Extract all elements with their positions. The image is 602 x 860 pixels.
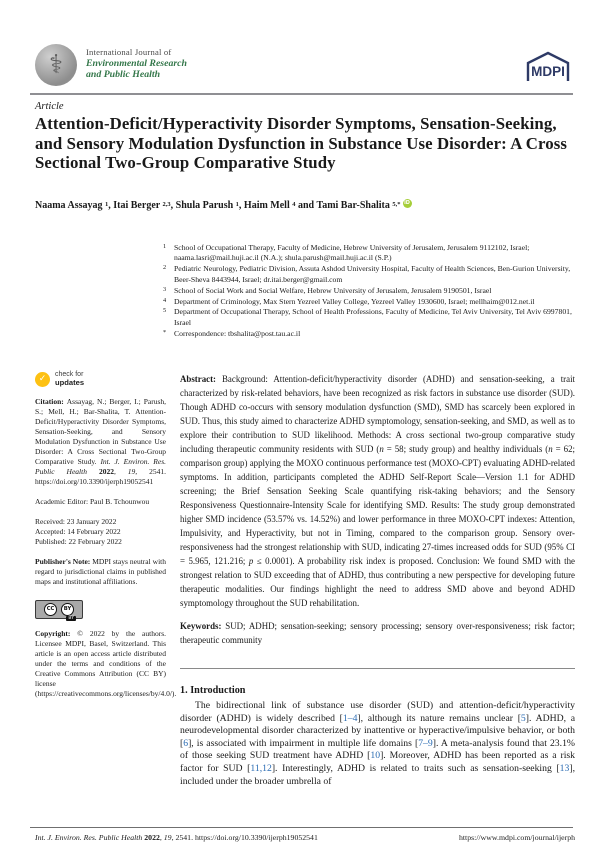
affiliation-row [163,264,577,285]
affiliation-row [163,307,577,328]
section-divider [180,668,575,669]
article-type-label: Article [35,101,64,112]
copyright-notice: Copyright: © 2022 by the authors. Licensee MDPI, Basel, Switzerland. This article is an open access article distributed under the terms and conditions of the Creative Commons Attribution (CC BY) license (https://creativecommons.org/licenses/by/4.0/). [35,629,177,698]
citation-ref-link[interactable]: 6 [183,737,189,749]
check-updates-line2: updates [55,378,85,387]
correspondence-marker: * [163,328,167,336]
authors-names: Naama Assayag $^1$, Itai Berger $^{2,3}$, Shula Parush $^1$, Haim Mell $^4$ and Tami Bar-Shalita $^{5,*}$ [35,200,401,212]
abstract: Abstract: Background: Attention-deficit/hyperactivity disorder (ADHD) and sensation-seeking, a trait characterized by risk-related behaviors, have been recognized as risk factors in substance use disorder (SUD). Though ADHD co-occurs with sensory modulation dysfunction (SMD), SMD has scarcely been explored in SUD. Thus, this study aimed to characterize ADHD symptomology, sensation-seeking, and SMD, as well as to explore their contribution to SUD likelihood. Methods: A cross sectional two-group comparative study including therapeutic community residents with SUD (n = 58; study group) and healthy individuals (n = 62; comparison group) applying the MOXO continuous performance test (MOXO-CPT) evaluating ADHD-related symptoms. In addition, participants completed the ADHD Self-Report Scale—Version 1.1 for ADHD screening; the Brief Sensation Seeking Scale quantifying risk-taking behaviors; and the Sensory Responsiveness Questionnaire-Intensity Scale for identifying SMD. Results: The study group demonstrated higher SMD incidence (53.57% vs. 14.52%) and lower performance in three MOXO-CPT indexes: Attention, Impulsivity, and Hyperactivity, but not in Timing, compared to the comparison group. Sensory over-responsiveness had the strongest relationship with SUD, indicating 27-times increased odds for SUD (95% CI = 5.965, 121.216; p ≤ 0.0001). A probability risk index is proposed. Conclusion: We found SMD with the strongest relation to SUD exceeding that of ADHD, thus contributing a new perspective for developing future therapeutic modalities. Our findings highlight the need to address SMD above and beyond ADHD symptomology throughout the SUD rehabilitation. [180,374,576,608]
citation-ref-link[interactable]: 7–9 [418,737,433,749]
page-footer [35,833,575,842]
footer-citation[interactable]: Int. J. Environ. Res. Public Health 2022, 19, 2541. https://doi.org/10.3390/ijerph19052541 [35,833,318,842]
academic-editor: Academic Editor: Paul B. Tchounwou [35,497,150,506]
published-date: Published: 22 February 2022 [35,537,122,546]
journal-logo-icon [35,44,77,86]
cc-by-license-badge[interactable] [35,600,83,619]
journal-title-line1: Environmental Research [86,58,187,69]
correspondence-row [163,329,577,339]
introduction-paragraph: The bidirectional link of substance use disorder (SUD) and attention-deficit/hyperactivity disorder (ADHD) is widely described [1–4], although its nature remains unclear [5]. ADHD, a neurodevelopmental disorder characterized by inattentive or hyperactive/impulsive behavior, or both [6], is associated with impairment in multiple life domains [7–9]. A meta-analysis found that 23.1% of those seeking SUD treatment have ADHD [10]. Moreover, ADHD has been reported as a risk factor for SUD [11,12]. Interestingly, ADHD is related to traits such as sensation-seeking [13], included under the broader umbrella of [180,700,576,787]
journal-title-line2: and Public Health [86,69,161,80]
header-divider [30,93,573,95]
affiliation-text: Department of Occupational Therapy, School of Health Professions, Faculty of Medicine, Tel Aviv University, Tel Aviv 6997801, Israel [174,307,572,327]
affiliation-number: 2 [163,264,167,272]
check-icon: ✓ [35,372,50,387]
affiliation-number: 5 [163,307,167,315]
footer-journal-url[interactable]: https://www.mdpi.com/journal/ijerph [458,833,575,842]
correspondence-text: Correspondence: tbshalita@post.tau.ac.il [174,328,301,338]
affiliation-text: School of Social Work and Social Welfare, Hebrew University of Jerusalem, Jerusalem 9190501, Israel [174,285,492,295]
mdpi-logo[interactable] [521,50,575,84]
citation-ref-link[interactable]: 5 [520,712,526,724]
citation-ref-link[interactable]: 1–4 [342,712,358,724]
left-sidebar [35,371,177,699]
affiliation-number: 1 [163,243,167,250]
affiliation-number: 4 [163,296,167,304]
journal-name [86,47,187,80]
orcid-icon[interactable]: iD [404,200,410,206]
affiliation-text: School of Occupational Therapy, Faculty of Medicine, Hebrew University of Jerusalem, Jerusalem 9112102, Israel; naama.lasri@mail.huji.ac.il (N.A.); shula.parush@mail.huji.ac.il (S.P.) [174,243,530,263]
cc-by-person-icon: BY [61,603,74,616]
accepted-date: Accepted: 14 February 2022 [35,527,121,536]
main-column [180,372,575,788]
check-for-updates-badge[interactable] [35,371,166,387]
keywords: Keywords: SUD; ADHD; sensation-seeking; sensory processing; sensory over-responsiveness; risk factor; therapeutic community [180,621,575,645]
authors-line [35,199,580,211]
affiliation-row [163,297,577,307]
affiliation-text: Department of Criminology, Max Stern Yezreel Valley College, Yezreel Valley 1930600, Israel; mellhaim@012.net.il [174,296,535,306]
citation-ref-link[interactable]: 13 [559,762,570,774]
check-updates-label [55,371,84,387]
check-updates-line1: check for [55,371,84,378]
affiliations [163,243,577,340]
affiliation-row [163,286,577,296]
citation-ref-link[interactable]: 10 [370,750,381,762]
received-date: Received: 23 January 2022 [35,517,117,526]
caduceus-icon: ⚕ [48,50,64,80]
affiliation-row [163,243,577,264]
mdpi-logo-text: MDPI [531,64,565,79]
cc-by-label: BY [68,615,74,621]
page-title: Attention-Deficit/Hyperactivity Disorder Symptoms, Sensation-Seeking, and Sensory Modulation Dysfunction in Substance Use Disorder: A Cross Sectional Two-Group Comparative Study [35,114,568,173]
dates-block [35,517,166,547]
citation-ref-link[interactable]: 11,12 [250,762,272,774]
footer-divider [30,827,573,828]
journal-prefix: International Journal of [86,47,172,57]
publishers-note: Publisher's Note: MDPI stays neutral with regard to jurisdictional claims in published maps and institutional affiliations. [35,557,166,586]
citation-block: Citation: Assayag, N.; Berger, I.; Parush, S.; Mell, H.; Bar-Shalita, T. Attention-Deficit/Hyperactivity Disorder Symptoms, Sensation-Seeking, and Sensory Modulation Dysfunction in Substance Use Disorder: A Cross Sectional Two-Group Comparative Study. Int. J. Environ. Res. Public Health 2022, 19, 2541. https://doi.org/10.3390/ijerph19052541 [35,397,167,486]
affiliation-text: Pediatric Neurology, Pediatric Division, Assuta Ashdod University Hospital, Faculty of Health Sciences, Ben-Gurion University, Beer-Sheva 8443944, Israel; dr.itai.berger@gmail.com [174,264,571,284]
introduction-heading: 1. Introduction [180,685,246,696]
cc-icon: CC [44,603,57,616]
affiliation-number: 3 [163,285,167,293]
